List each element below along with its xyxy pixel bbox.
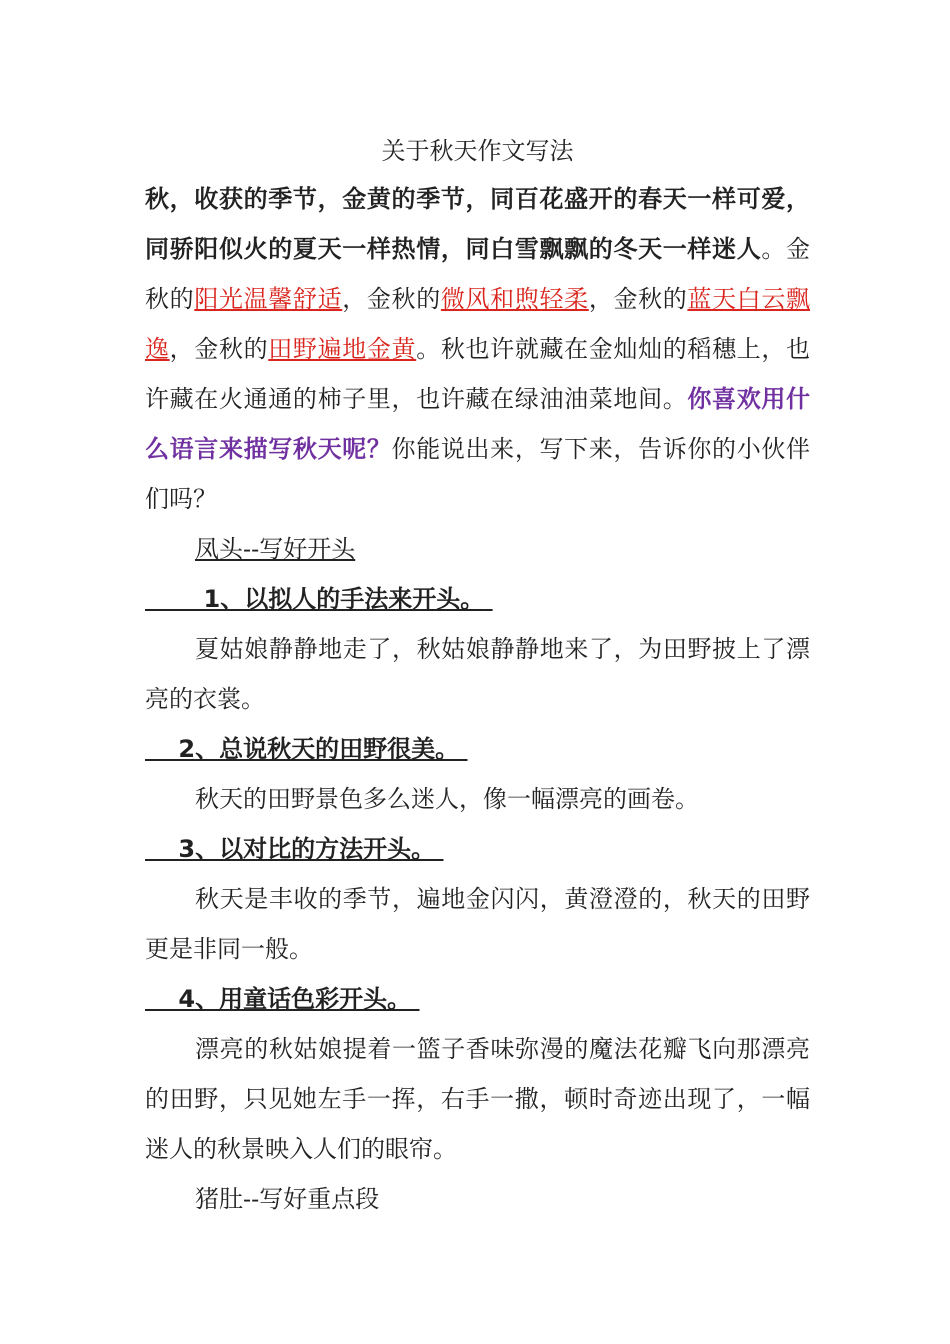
item-heading-1-text	[145, 585, 493, 613]
item-body-4: 漂亮的秋姑娘提着一篮子香味弥漫的魔法花瓣飞向那漂亮的田野，只见她左手一挥，右手一撒，顿时奇迹出现了，一幅迷人的秋景映入人们的眼帘。	[145, 1035, 810, 1163]
intro-tail: 你能说出来，写下来，告诉你的小伙伴们吗？	[145, 435, 811, 513]
item-heading-4-label: 4、用童话色彩开头。	[178, 985, 412, 1013]
intro-red-phrase-3: 蓝天白云飘逸	[145, 285, 811, 363]
item-heading-1-label: 1、以拟人的手法来开头。	[203, 585, 485, 613]
intro-s4-pre: ，金秋的	[169, 335, 269, 363]
intro-red-phrase-4: 田野遍地金黄	[268, 335, 417, 363]
section-heading-opening-text: 凤头--写好开头	[195, 535, 356, 563]
intro-red-phrase-2: 微风和煦轻柔	[440, 285, 589, 313]
item-heading-3-label: 3、以对比的方法开头。	[178, 835, 436, 863]
intro-bold-text: 秋，收获的季节，金黄的季节，同百花盛开的春天一样可爱，同骄阳似火的夏天一样热情，同白雪飘飘的冬天一样迷人	[145, 185, 810, 263]
item-body-3: 秋天是丰收的季节，遍地金闪闪，黄澄澄的，秋天的田野更是非同一般。	[145, 885, 810, 963]
document-title: 关于秋天作文写法	[381, 137, 574, 165]
item-heading-2	[145, 724, 810, 774]
item-heading-3	[145, 824, 810, 874]
intro-s1-pre: 金秋的	[145, 235, 811, 313]
item-body-1: 夏姑娘静静地走了，秋姑娘静静地来了，为田野披上了漂亮的衣裳。	[145, 635, 810, 713]
intro-s3-pre: ，金秋的	[588, 285, 688, 313]
document-page	[145, 128, 810, 1224]
intro-red-phrase-1: 阳光温馨舒适	[194, 285, 343, 313]
item-heading-2-text	[145, 735, 467, 763]
section-heading-opening	[145, 524, 810, 574]
item-heading-4	[145, 974, 810, 1024]
item-heading-1	[145, 574, 810, 624]
item-heading-4-text	[145, 985, 419, 1013]
intro-paragraph	[145, 174, 810, 524]
intro-s2-pre: ，金秋的	[342, 285, 441, 313]
intro-purple-question: 你喜欢用什么语言来描写秋天呢？	[145, 385, 811, 463]
section-heading-body: 猪肚--写好重点段	[195, 1185, 380, 1213]
intro-rest: 。秋也许就藏在金灿灿的稻穗上，也许藏在火通通的柿子里，也许藏在绿油油菜地间。	[145, 335, 811, 413]
intro-bold-end: 。	[761, 235, 787, 263]
item-body-2: 秋天的田野景色多么迷人，像一幅漂亮的画卷。	[195, 785, 699, 813]
item-heading-2-label: 2、总说秋天的田野很美。	[178, 735, 460, 763]
item-heading-3-text	[145, 835, 443, 863]
